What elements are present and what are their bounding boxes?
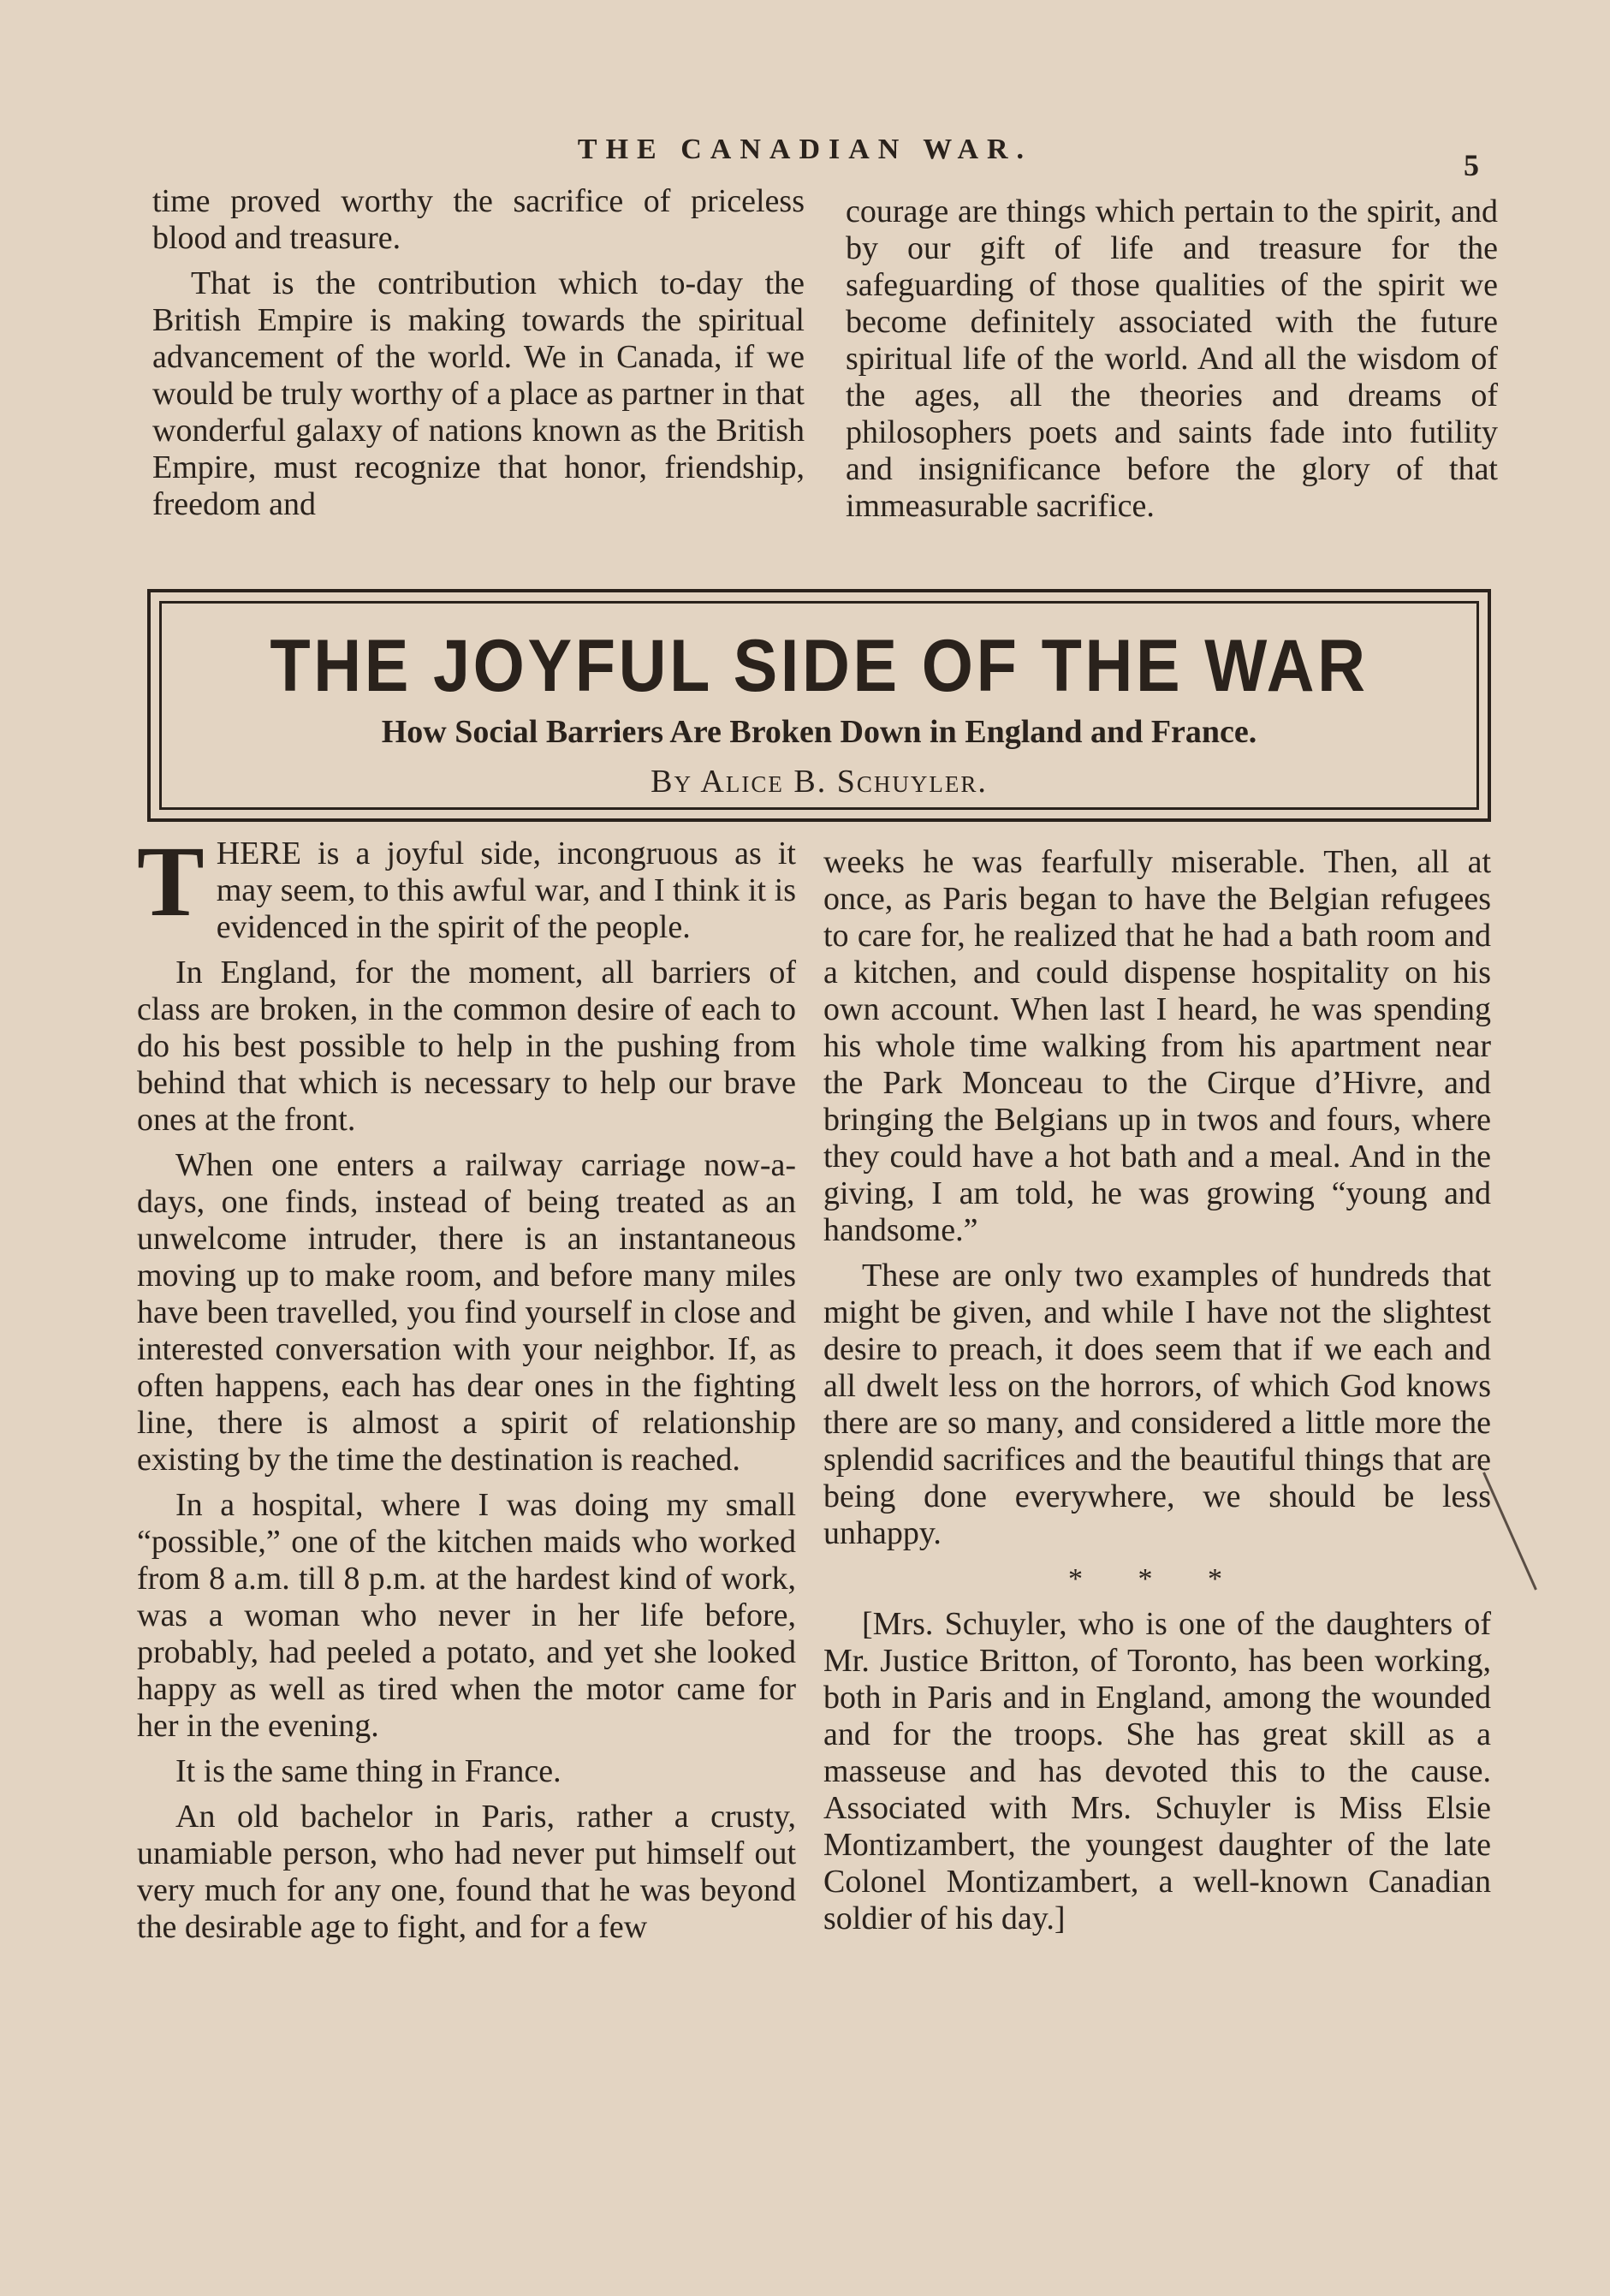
article-title-box xyxy=(147,589,1491,822)
previous-article-column-right xyxy=(846,193,1498,525)
paragraph: courage are things which pertain to the spirit, and by our gift of life and treasure for the safeguarding of those qualities of the spirit we become definitely associated with the future spiritual life of the world. And all the wisdom of the ages, all the theories and dreams of philosophers poets and saints fade into futility and insignificance before the glory of that immeasurable sacrifice. xyxy=(846,193,1498,524)
drop-cap: T xyxy=(137,825,205,937)
page-number: 5 xyxy=(1464,148,1479,182)
paragraph: An old bachelor in Paris, rather a crusty, unamiable person, who had never put himself out very much for any one, found that he was beyond the desirable age to fight, and for a few xyxy=(137,1799,796,1945)
paragraph: In England, for the moment, all barriers of class are broken, in the common desire of each to do his best possible to help in the pushing from behind that which is necessary to help our brave ones at the front. xyxy=(137,955,796,1138)
paragraph: weeks he was fearfully miserable. Then, all at once, as Paris began to have the Belgian refugees to care for, he realized that he had a bath room and a kitchen, and could dispense hospitality on his own account. When last I heard, he was spending his whole time walking from his apartment near the Park Monceau to the Cirque d’Hivre, and bringing the Belgians up in twos and fours, where they could have a hot bath and a meal. And in the giving, I am told, he was growing “young and handsome.” xyxy=(823,844,1491,1248)
running-head: THE CANADIAN WAR. xyxy=(577,134,1033,165)
paragraph: When one enters a railway carriage now-a-days, one finds, instead of being treated as an unwelcome intruder, there is an instantaneous moving up to make room, and before many miles have been travelled, you find yourself in close and interested conversation with your neighbor. If, as often happens, each has dear ones in the fighting line, there is almost a spirit of relationship existing by the time the destination is reached. xyxy=(137,1147,796,1478)
paragraph: That is the contribution which to-day the British Empire is making towards the spiritual advancement of the world. We in Canada, if we would be truly worthy of a place as partner in that wonderful galaxy of nations known as the British Empire, must recognize that honor, friendship, freedom and xyxy=(152,265,805,522)
article-headline: THE JOYFUL SIDE OF THE WAR xyxy=(270,625,1369,707)
article-column-left xyxy=(137,825,796,1946)
paragraph: These are only two examples of hundreds that might be given, and while I have not the slightest desire to preach, it does seem that if we each and all dwelt less on the horrors, of which God knows there are so many, and considered a little more the splendid sacrifices and the beautiful things that are being done everywhere, we should be less unhappy. xyxy=(823,1258,1491,1551)
article-subheadline: How Social Barriers Are Broken Down in England and France. xyxy=(381,714,1257,750)
article-byline: By Alice B. Schuyler. xyxy=(651,764,988,800)
opening-paragraph xyxy=(137,825,796,946)
article-column-right xyxy=(823,844,1491,1937)
paragraph: time proved worthy the sacrifice of priceless blood and treasure. xyxy=(152,183,805,256)
previous-article-column-left xyxy=(152,183,805,523)
title-box-inner-border xyxy=(159,601,1479,810)
opening-text: HERE is a joyful side, incongruous as it may seem, to this awful war, and I think it is evidenced in the spirit of the people. xyxy=(216,836,796,945)
section-separator: * * * xyxy=(1068,1563,1246,1595)
editor-note: [Mrs. Schuyler, who is one of the daughters of Mr. Justice Britton, of Toronto, has been working, both in Paris and in England, among the wounded and for the troops. She has great skill as a masseuse and has devoted this to the cause. Associated with Mrs. Schuyler is Miss Elsie Montizambert, the youngest daughter of the late Colonel Montizambert, a well-known Canadian soldier of his day.] xyxy=(823,1606,1491,1936)
paragraph: In a hospital, where I was doing my small “possible,” one of the kitchen maids who worked from 8 a.m. till 8 p.m. at the hardest kind of work, was a woman who never in her life before, probably, had peeled a potato, and yet she looked happy as well as tired when the motor came for her in the evening. xyxy=(137,1487,796,1744)
paragraph: It is the same thing in France. xyxy=(175,1753,561,1789)
